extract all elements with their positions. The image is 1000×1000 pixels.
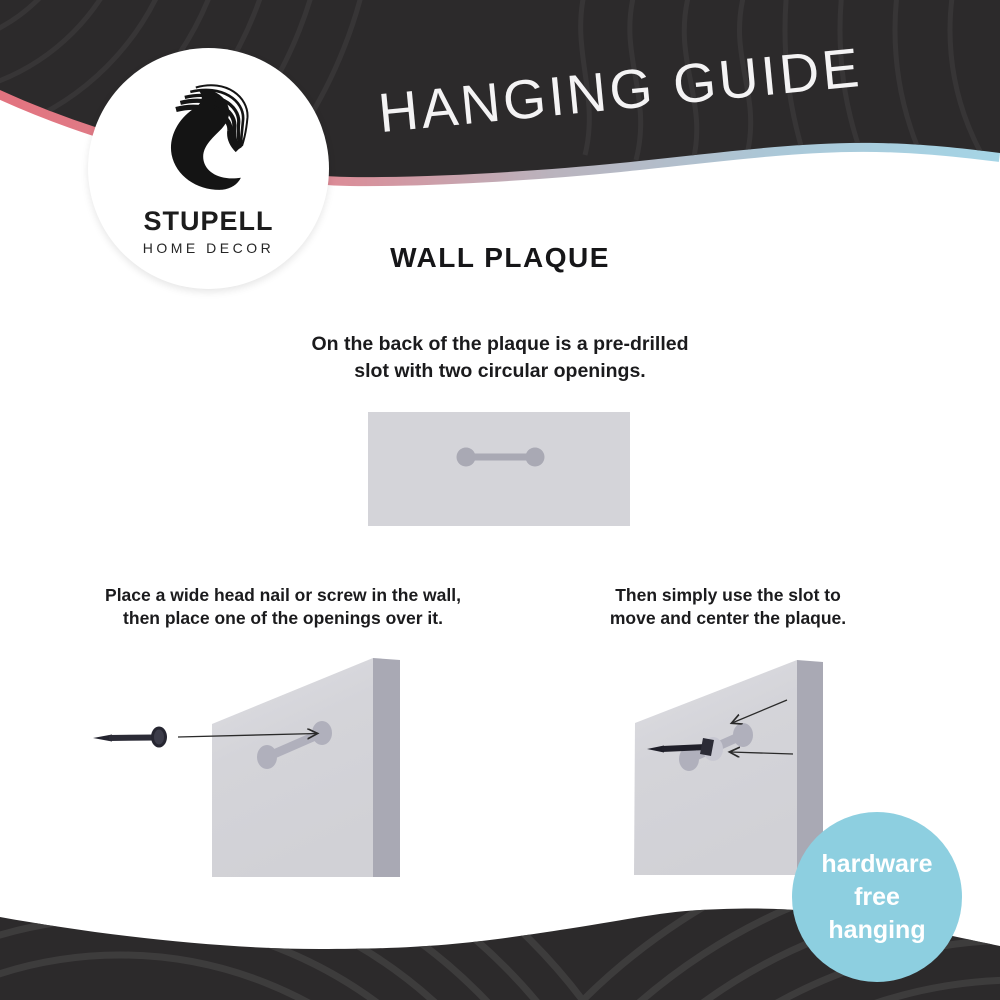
hardware-free-hanging-badge xyxy=(792,812,962,982)
brand-name: STUPELL xyxy=(143,206,274,236)
plaque-back-diagram xyxy=(368,412,630,526)
keyhole-slot-icon xyxy=(368,412,630,526)
page-title: HANGING GUIDE xyxy=(375,35,865,145)
step-2-caption-line-1: Then simply use the slot to xyxy=(615,585,841,605)
step-2-caption-line-2: move and center the plaque. xyxy=(609,608,847,628)
badge-line-2: free xyxy=(854,882,900,911)
intro-line-1: On the back of the plaque is a pre-drilled xyxy=(311,333,689,355)
brand-subtitle: HOME DECOR xyxy=(142,240,275,256)
badge-line-3: hanging xyxy=(828,915,926,944)
plaque-front-face xyxy=(634,660,797,875)
intro-line-2: slot with two circular openings. xyxy=(354,360,646,382)
intro-text xyxy=(0,331,1000,385)
step-1-caption-line-2: then place one of the openings over it. xyxy=(123,608,443,628)
plaque-front-face xyxy=(212,658,373,877)
step-1-caption-line-1: Place a wide head nail or screw in the wall, xyxy=(105,585,461,605)
brand-logo-circle xyxy=(88,48,329,289)
step-1-illustration xyxy=(60,650,420,885)
plaque-side-face xyxy=(373,658,400,877)
section-title: WALL PLAQUE xyxy=(390,242,610,273)
step-1-caption xyxy=(83,584,483,630)
nail-icon xyxy=(93,727,167,748)
stupell-s-swoosh-icon xyxy=(154,82,264,203)
badge-line-1: hardware xyxy=(821,849,933,878)
step-2-caption xyxy=(568,584,888,630)
